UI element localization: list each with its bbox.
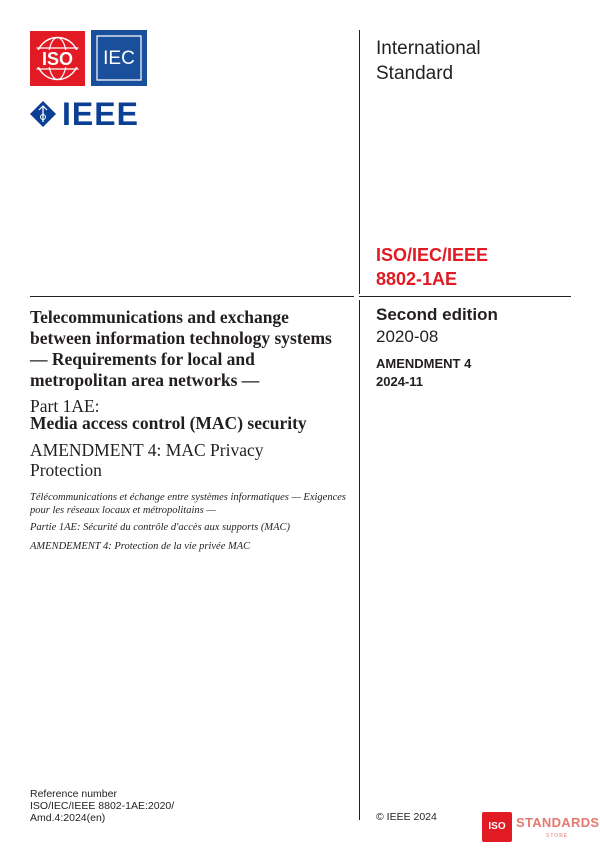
edition-label: Second edition (376, 305, 498, 324)
vertical-divider-top (359, 30, 360, 294)
edition-block (376, 304, 498, 348)
french-part-title: Partie 1AE: Sécurité du contrôle d'accès aux supports (MAC) (30, 522, 291, 533)
iec-logo-text: IEC (103, 48, 135, 69)
document-type-line2: Standard (376, 63, 454, 84)
horizontal-divider-right (359, 296, 571, 297)
document-type-line1: International (376, 38, 481, 59)
reference-number-line1: ISO/IEC/IEEE 8802-1AE:2020/ (30, 800, 175, 812)
standard-reference-line1: ISO/IEC/IEEE (376, 245, 489, 265)
amendment-block (376, 355, 471, 391)
part-title: Media access control (MAC) security (30, 413, 307, 433)
edition-date: 2020-08 (376, 327, 439, 346)
store-badge: ISO (482, 812, 512, 842)
standard-reference-line2: 8802-1AE (376, 269, 458, 289)
store-subtitle: STORE (546, 833, 569, 839)
standard-reference (376, 243, 488, 291)
main-title: Telecommunications and exchange between information technology systems — Requirements for local and metropolitan area networks — (30, 307, 332, 390)
document-type (376, 36, 481, 86)
reference-number-label: Reference number (30, 788, 117, 800)
reference-number-line2: Amd.4:2024(en) (30, 812, 106, 824)
ieee-diamond-icon (30, 101, 56, 127)
horizontal-divider-left (30, 296, 354, 297)
french-main-title: Télécommunications et échange entre systèmes informatiques — Exigences pour les réseaux locaux et métropolitains — (30, 492, 346, 516)
french-amendment-title: AMENDEMENT 4: Protection de la vie privée MAC (30, 541, 251, 552)
copyright: © IEEE 2024 (376, 811, 437, 823)
ieee-logo-text: IEEE (62, 96, 139, 132)
amendment-date: 2024-11 (376, 374, 423, 389)
store-name: STANDARDS (516, 815, 600, 830)
iec-logo (91, 30, 147, 86)
amendment-title: AMENDMENT 4: MAC Privacy Protection (30, 440, 264, 480)
iso-logo-text: ISO (41, 49, 74, 69)
iso-logo (30, 31, 85, 86)
part-label: Part 1AE: (30, 396, 100, 416)
reference-number (30, 788, 174, 824)
vertical-divider-bottom (359, 300, 360, 820)
amendment-label: AMENDMENT 4 (376, 356, 472, 371)
